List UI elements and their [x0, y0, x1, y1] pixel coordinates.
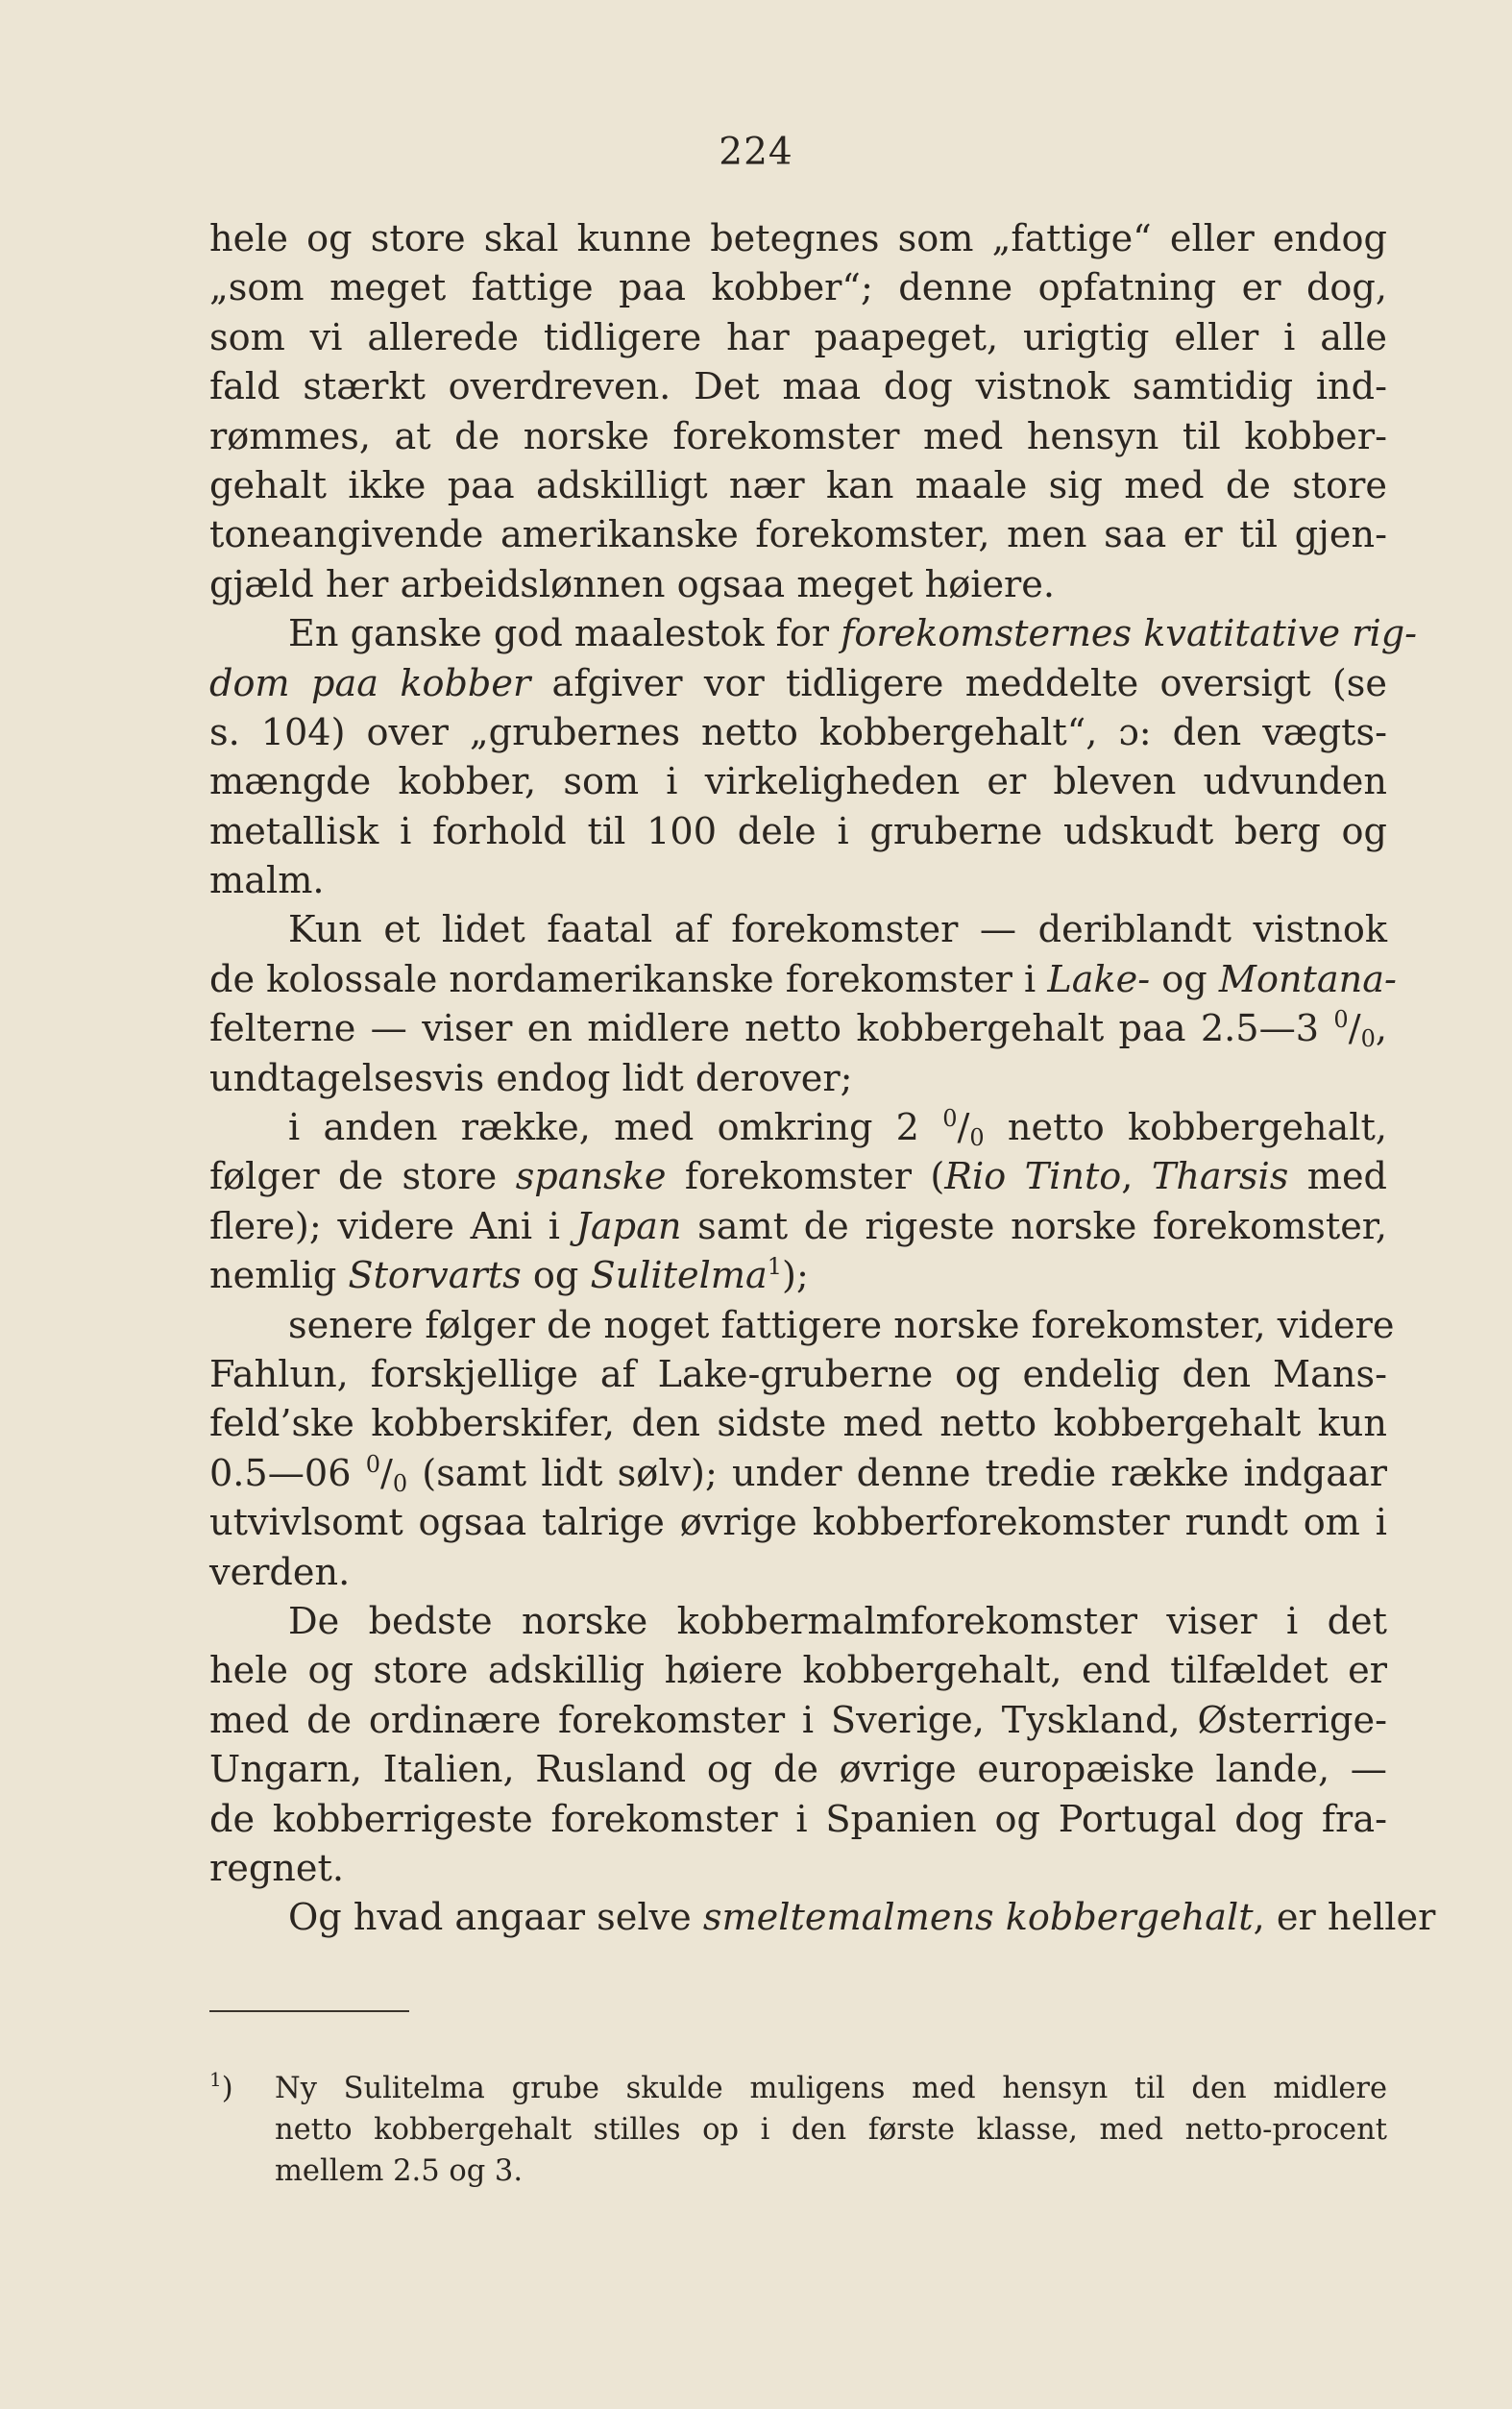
text-line: Fahlun, forskjellige af Lake-gruberne og endelig den Mans- [209, 1353, 1387, 1396]
text-line: mængde kobber, som i virkeligheden er bleven udvunden [209, 761, 1387, 804]
footnote-marker: $^1$) [209, 2068, 233, 2105]
italic-term: spanske [515, 1156, 667, 1199]
text-line: de kolossale nordamerikanske forekomster i Lake- og Montana- [209, 958, 1397, 1001]
text-line: hele og store skal kunne betegnes som „fattige“ eller endog [209, 218, 1387, 260]
italic-term: dom paa kobber [209, 662, 531, 705]
text-line: En ganske god maalestok for forekomsternes kvatitative rig- [288, 613, 1418, 656]
footnote-reference: 1 [767, 1253, 783, 1281]
text-line: Ungarn, Italien, Rusland og de øvrige europæiske lande, — [209, 1749, 1387, 1792]
text-line: verden. [209, 1551, 351, 1594]
italic-term: smeltemalmens kobbergehalt [702, 1897, 1254, 1940]
text-line: felterne — viser en midlere netto kobbergehalt paa 2.5—3 $^0/_0$, [209, 1006, 1387, 1053]
italic-term: Sulitelma [590, 1255, 768, 1298]
text-line: toneangivende amerikanske forekomster, men saa er til gjen- [209, 514, 1387, 557]
italic-term: Tharsis [1151, 1156, 1289, 1199]
text-line: 0.5—06 $^0/_0$ (samt lidt sølv); under denne tredie række indgaar [209, 1450, 1387, 1497]
text-line: fald stærkt overdreven. Det maa dog vistnok samtidig ind- [209, 366, 1387, 409]
text-line: Og hvad angaar selve smeltemalmens kobbergehalt, er heller [288, 1897, 1436, 1940]
footnote-line: mellem 2.5 og 3. [275, 2154, 524, 2188]
text-line: gehalt ikke paa adskilligt nær kan maale sig med de store [209, 464, 1387, 507]
footnote-line: $^1$) Ny Sulitelma grube skulde muligens med hensyn til den midlere [209, 2068, 1387, 2109]
text-line: regnet. [209, 1847, 344, 1890]
italic-term: Lake- [1047, 958, 1151, 1001]
italic-term: Rio Tinto [944, 1156, 1122, 1199]
italic-term: Storvarts [348, 1255, 522, 1298]
text-line: rømmes, at de norske forekomster med hensyn til kobber- [209, 415, 1387, 458]
italic-term: forekomsternes kvatitative rig- [841, 613, 1418, 656]
text-line: flere); videre Ani i Japan samt de rigeste norske forekomster, [209, 1205, 1388, 1248]
text-line: som vi allerede tidligere har paapeget, urigtig eller i alle [209, 316, 1387, 359]
text-line: s. 104) over „grubernes netto kobbergehalt“, ɔ: den vægts- [209, 711, 1387, 754]
italic-term: Montana- [1218, 958, 1397, 1001]
text-line: metallisk i forhold til 100 dele i gruberne udskudt berg og [209, 810, 1387, 853]
body-text [209, 215, 1436, 1944]
text-line: følger de store spanske forekomster (Rio Tinto, Tharsis med [209, 1156, 1388, 1199]
text-line: hele og store adskillig høiere kobbergehalt, end tilfældet er [209, 1650, 1387, 1693]
text-line: utvivlsomt ogsaa talrige øvrige kobberforekomster rundt om i [209, 1502, 1387, 1545]
text-line: nemlig Storvarts og Sulitelma$^1$); [209, 1253, 809, 1298]
footnote [209, 2068, 1387, 2192]
footnote-line: netto kobbergehalt stilles op i den første klasse, med netto-procent [275, 2113, 1387, 2147]
text-line: med de ordinære forekomster i Sverige, Tyskland, Østerrige- [209, 1699, 1387, 1742]
text-line: i anden række, med omkring 2 $^0/_0$ netto kobbergehalt, [288, 1105, 1387, 1152]
text-line: De bedste norske kobbermalmforekomster viser i det [288, 1600, 1387, 1643]
text-line: feld’ske kobberskifer, den sidste med netto kobbergehalt kun [209, 1403, 1387, 1446]
text-line: dom paa kobber afgiver vor tidligere meddelte oversigt (se [209, 662, 1387, 705]
text-line: malm. [209, 860, 325, 903]
text-line: gjæld her arbeidslønnen ogsaa meget høiere. [209, 563, 1056, 606]
text-line: senere følger de noget fattigere norske forekomster, videre [288, 1304, 1395, 1347]
text-line: de kobberrigeste forekomster i Spanien og Portugal dog fra- [209, 1798, 1387, 1841]
italic-term: Japan [575, 1205, 682, 1248]
page-number: 224 [719, 131, 793, 174]
footnote-divider [209, 2010, 409, 2012]
text-line: „som meget fattige paa kobber“; denne opfatning er dog, [209, 267, 1387, 310]
text-line: undtagelsesvis endog lidt derover; [209, 1057, 853, 1100]
text-line: Kun et lidet faatal af forekomster — deriblandt vistnok [288, 909, 1387, 952]
